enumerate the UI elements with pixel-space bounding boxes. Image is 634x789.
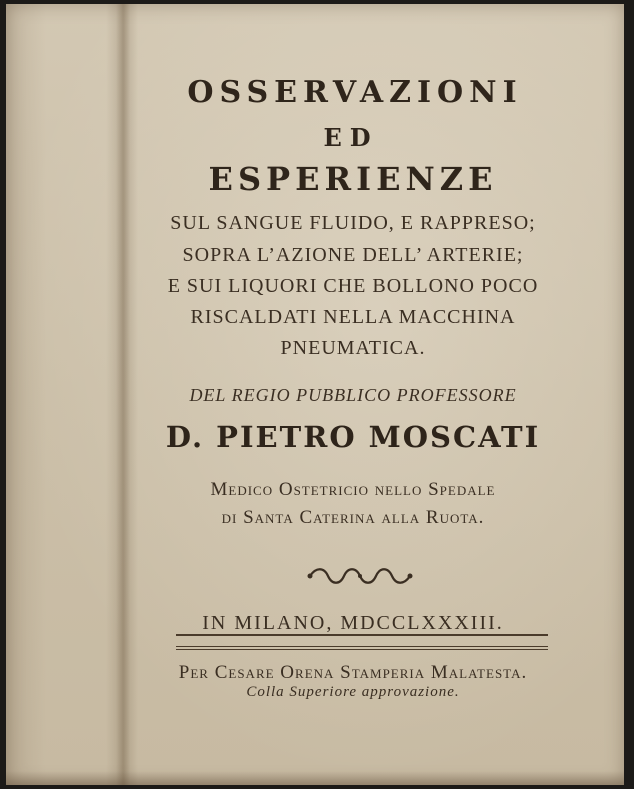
author-intro: DEL REGIO PUBBLICO PROFESSORE [189,385,517,405]
imprint-place-date: IN MILANO, MDCCLXXXIII. [202,612,504,634]
author-role-line-2: di Santa Caterina alla Ruota. [221,507,485,528]
imprint-printer: Per Cesare Orena Stamperia Malatesta. [178,662,528,683]
subtitle-line-3: E SUI LIQUORI CHE BOLLONO POCO [167,275,539,297]
imprint-approval: Colla Superiore approvazione. [246,684,460,700]
subtitle-line-2: SOPRA L’AZIONE DELL’ ARTERIE; [182,244,524,266]
imprint-rule-top [176,634,548,636]
imprint-rule-double-1 [176,646,548,647]
subtitle-line-5: PNEUMATICA. [280,337,426,359]
title-line-2: ED [323,123,379,152]
author-name: D. PIETRO MOSCATI [165,420,541,454]
subtitle-line-1: SUL SANGUE FLUIDO, E RAPPRESO; [170,212,536,234]
imprint-rule-double-2 [176,649,548,650]
page-bottom-edge [6,771,624,785]
author-role-line-1: Medico Ostetricio nello Spedale [210,479,496,500]
title-line-3: ESPERIENZE [208,160,498,198]
scroll-ornament-icon [306,565,414,587]
subtitle-line-4: RISCALDATI NELLA MACCHINA [190,306,516,328]
title-line-1: OSSERVAZIONI [187,75,523,110]
